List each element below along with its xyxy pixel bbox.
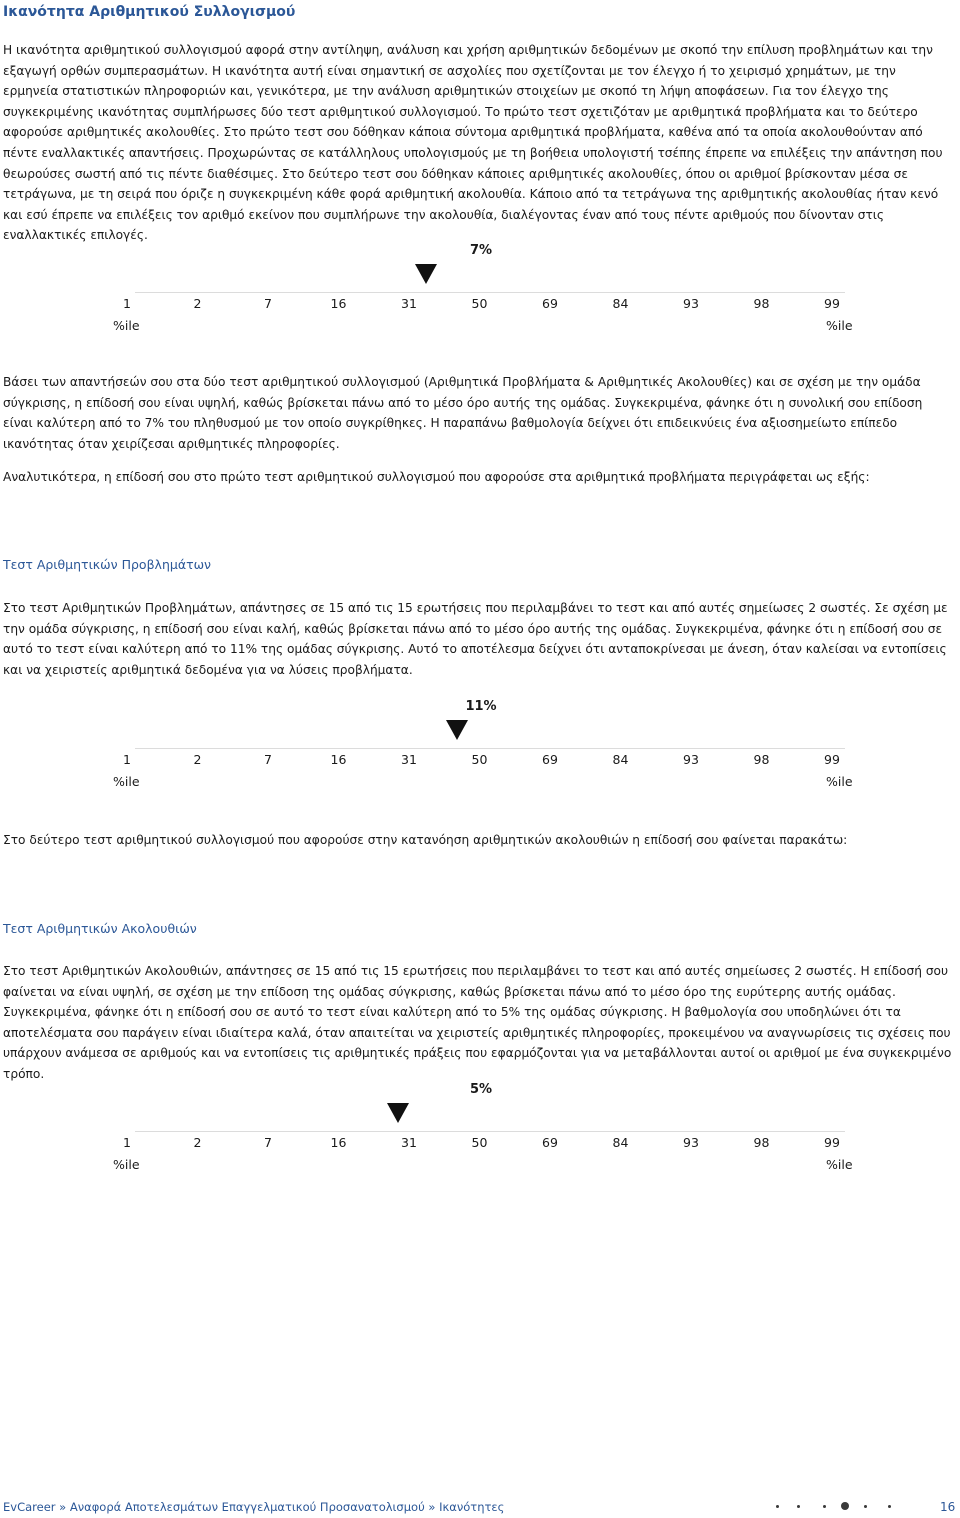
problems-section-heading: Τεστ Αριθμητικών Προβλημάτων	[3, 557, 212, 572]
sequences-percentile-scale	[113, 1082, 853, 1182]
scale-tick-label: 31	[401, 752, 417, 767]
scale-tick-label: 93	[683, 296, 699, 311]
scale-line	[135, 1131, 845, 1132]
scale-line	[135, 292, 845, 293]
scale-tick-label: 69	[542, 752, 558, 767]
page-dot-icon	[776, 1505, 779, 1508]
problems-result-paragraph: Στο τεστ Αριθμητικών Προβλημάτων, απάντησες σε 15 από τις 15 ερωτήσεις που περιλαμβάνει το τεστ και από αυτές σημείωσες 2 σωστές. Σε σχέση με την ομάδα σύγκρισης, η επίδοσή σου είναι καλή, καθώς βρίσκεται πάνω από το μέσο όρο αυτής της ομάδας. Συγκεκριμένα, φάνηκε ότι η επίδοσή σου σε αυτό το τεστ είναι καλύτερη από το 11% της ομάδας σύγκρισης. Αυτό το αποτέλεσμα δείχνει ότι ανταποκρίνεσαι με άνεση, όταν καλείσαι να εντοπίσεις και να χειριστείς αριθμητικά δεδομένα για να λύσεις προβλήματα.	[3, 601, 948, 677]
scale-tick-label: 98	[753, 296, 770, 311]
page-dot-icon	[823, 1505, 826, 1508]
scale-tick-label: 50	[471, 752, 488, 767]
scale-tick-label: 84	[612, 296, 629, 311]
sequences-result-paragraph: Στο τεστ Αριθμητικών Ακολουθιών, απάντησες σε 15 από τις 15 ερωτήσεις που περιλαμβάνει το τεστ και από αυτές σημείωσες 2 σωστές. Η επίδοσή σου φαίνεται να είναι υψηλή, σε σχέση με την επίδοση της ομάδας σύγκρισης, καθώς βρίσκεται πάνω από το μέσο όρο της ευρύτερης αυτής ομάδας. Συγκεκριμένα, φάνηκε ότι η επίδοσή σου σε αυτό το τεστ είναι καλύτερη από το 5% της ομάδας σύγκρισης. Η βαθμολογία σου υποδηλώνει ότι τα αποτελέσματα σου παράγειν είναι ιδιαίτερα καλά, όταν απαιτείται να χειριστείς αριθμητικές πληροφορίες, προκειμένου να αναγνωρίσεις τις σχέσεις που υπάρχουν ανάμεσα σε αριθμούς και να εντοπίσεις τις αριθμητικές πράξεις που εφαρμόζονται για να μεταβάλλονται αυτοί οι αριθμοί με ένα συγκεκριμένο τρόπο.	[3, 964, 952, 1081]
scale-unit-left: %ile	[113, 318, 140, 333]
overall-percentile-scale	[113, 243, 853, 343]
scale-unit-right: %ile	[826, 318, 853, 333]
scale-tick-label: 1	[123, 752, 131, 767]
page-number: 16	[940, 1500, 956, 1514]
page-dot-icon	[888, 1505, 891, 1508]
page-dot-icon	[797, 1505, 800, 1508]
footer-breadcrumb: EvCareer » Αναφορά Αποτελεσμάτων Επαγγελματικού Προσανατολισμού » Ικανότητες	[3, 1500, 505, 1514]
scale-tick-label: 98	[753, 1135, 770, 1150]
percentile-marker-icon	[387, 1103, 409, 1123]
scale-tick-label: 16	[330, 296, 347, 311]
scale-tick-label: 2	[193, 1135, 202, 1150]
percentile-value-label: 5%	[469, 1082, 493, 1097]
scale-tick-label: 99	[824, 1135, 840, 1150]
scale-tick-label: 1	[123, 296, 131, 311]
scale-tick-label: 7	[264, 752, 272, 767]
percentile-marker-icon	[415, 264, 437, 284]
scale-line	[135, 748, 845, 749]
scale-tick-label: 84	[612, 1135, 629, 1150]
scale-tick-label: 16	[330, 1135, 347, 1150]
scale-tick-label: 99	[824, 752, 840, 767]
scale-tick-label: 31	[401, 1135, 417, 1150]
page-title: Ικανότητα Αριθμητικού Συλλογισμού	[3, 4, 296, 20]
problems-percentile-scale	[113, 699, 853, 799]
scale-tick-label: 7	[264, 296, 272, 311]
scale-unit-right: %ile	[826, 774, 853, 789]
detail-intro-paragraph: Αναλυτικότερα, η επίδοσή σου στο πρώτο τεστ αριθμητικού συλλογισμού που αφορούσε στα αριθμητικά προβλήματα περιγράφεται ως εξής:	[3, 470, 870, 484]
overall-result-paragraph: Βάσει των απαντήσεών σου στα δύο τεστ αριθμητικού συλλογισμού (Αριθμητικά Προβλήματα & Αριθμητικές Ακολουθίες) και σε σχέση με την ομάδα σύγκρισης, η επίδοσή σου είναι υψηλή, καθώς βρίσκεται πάνω από το μέσο όρο αυτής της ομάδας. Συγκεκριμένα, φάνηκε ότι η συνολική σου επίδοση είναι καλύτερη από το 7% του πληθυσμού με τον οποίο συγκρίθηκες. Η παραπάνω βαθμολογία δείχνει ότι επιδεικνύεις ένα αξιοσημείωτο επίπεδο ικανότητας όταν χειρίζεσαι αριθμητικές πληροφορίες.	[3, 375, 923, 451]
scale-unit-left: %ile	[113, 774, 140, 789]
scale-tick-label: 69	[542, 1135, 558, 1150]
scale-tick-label: 98	[753, 752, 770, 767]
scale-unit-left: %ile	[113, 1157, 140, 1172]
scale-tick-label: 50	[471, 296, 488, 311]
sequences-section-heading: Τεστ Αριθμητικών Ακολουθιών	[3, 921, 197, 936]
scale-tick-label: 84	[612, 752, 629, 767]
intro-paragraph: Η ικανότητα αριθμητικού συλλογισμού αφορά στην αντίληψη, ανάλυση και χρήση αριθμητικών δεδομένων με σκοπό την επίλυση προβλημάτων και την εξαγωγή ορθών συμπερασμάτων. Η ικανότητα αυτή είναι σημαντική σε ασχολίες που σχετίζονται με τον έλεγχο ή το χειρισμό χρημάτων, με την ερμηνεία στατιστικών πληροφοριών και, γενικότερα, με την ανάλυση αριθμητικών στοιχείων με σκοπό τη λήψη αποφάσεων. Για τον έλεγχο της συγκεκριμένης ικανότητας συμπλήρωσες δύο τεστ αριθμητικού συλλογισμού. Το πρώτο τεστ σχετιζόταν με αριθμητικά προβλήματα και το δεύτερο αφορούσε αριθμητικές ακολουθίες. Στο πρώτο τεστ σου δόθηκαν κάποια σύντομα αριθμητικά προβλήματα, καθένα από τα οποία ακολουθούνταν από πέντε εναλλακτικές απαντήσεις. Προχωρώντας σε κατάλληλους υπολογισμούς με τη βοήθεια υπολογιστή τσέπης έπρεπε να επιλέξεις την απάντηση που θεωρούσες σωστή από τις πέντε διαθέσιμες. Στο δεύτερο τεστ σου δόθηκαν κάποιες αριθμητικές ακολουθίες, όπου οι αριθμοί βρίσκονταν μέσα σε τετράγωνα, με τη σειρά που όριζε η συγκεκριμένη κάθε φορά αριθμητική ακολουθία. Κάποιο από τα τετράγωνα της αριθμητικής ακολουθίας ήταν κενό και εσύ έπρεπε να επιλέξεις τον αριθμό εκείνον που συμπλήρωνε την ακολουθία, διαλέγοντας έναν από τους πέντε αριθμούς που δίνονταν στις εναλλακτικές επιλογές.	[3, 43, 943, 243]
scale-tick-label: 1	[123, 1135, 131, 1150]
percentile-marker-icon	[446, 720, 468, 740]
scale-tick-label: 16	[330, 752, 347, 767]
page-dot-active-icon	[841, 1502, 849, 1510]
second-test-intro-paragraph: Στο δεύτερο τεστ αριθμητικού συλλογισμού που αφορούσε στην κατανόηση αριθμητικών ακολουθιών η επίδοσή σου φαίνεται παρακάτω:	[3, 833, 848, 847]
percentile-value-label: 11%	[465, 699, 497, 714]
scale-tick-label: 93	[683, 1135, 699, 1150]
scale-tick-label: 69	[542, 296, 558, 311]
scale-tick-label: 93	[683, 752, 699, 767]
scale-tick-label: 7	[264, 1135, 272, 1150]
scale-tick-label: 2	[193, 296, 202, 311]
scale-tick-label: 50	[471, 1135, 488, 1150]
percentile-value-label: 7%	[469, 243, 493, 258]
scale-unit-right: %ile	[826, 1157, 853, 1172]
page-dot-icon	[864, 1505, 867, 1508]
scale-tick-label: 31	[401, 296, 417, 311]
scale-tick-label: 99	[824, 296, 840, 311]
scale-tick-label: 2	[193, 752, 202, 767]
